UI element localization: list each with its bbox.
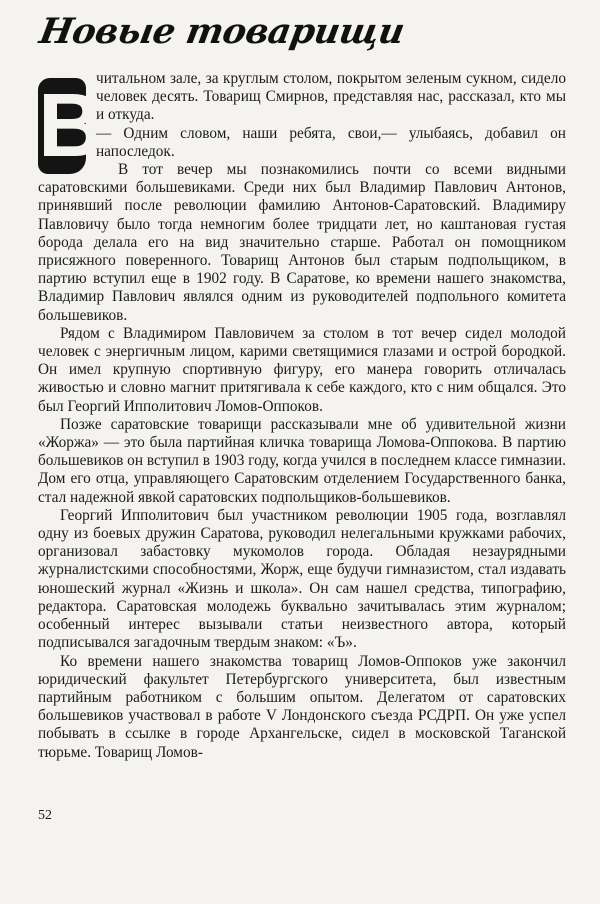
paragraph: Рядом с Владимиром Павловичем за столом в тот вечер сидел молодой человек с энергичным лицом, карими светящимися глазами и острой бородкой. Он имел крупную спортивную фигуру, его манера говорить отличалась живостью и словно магнит притягивала к себе каждого, кто с ним общался. Это был Георгий Ипполитович Ломов-Оппоков.	[38, 324, 566, 415]
paragraph: — Одним словом, наши ребята, свои,— улыбаясь, добавил он напоследок.	[96, 124, 566, 160]
paragraph: Позже саратовские товарищи рассказывали мне об удивительной жизни «Жоржа» — это была партийная кличка товарища Ломова-Оппокова. В партию большевиков он вступил в 1903 году, когда учился в последнем классе гимназии. Дом его отца, управляющего Саратовским отделением Государственного банка, стал надежной явкой саратовских подпольщиков-большевиков.	[38, 415, 566, 506]
body-text	[38, 70, 566, 762]
chapter-title: Новые товарищи	[36, 11, 408, 52]
paragraph: Георгий Ипполитович был участником революции 1905 года, возглавлял одну из боевых дружин Саратова, руководил нелегальными кружками рабочих, организовал забастовку мукомолов города. Обладая незаурядными журналистскими способностями, Жорж, еще будучи гимназистом, стал издавать юношеский журнал «Жизнь и школа». Он сам нашел средства, типографию, редактора. Саратовская молодежь буквально зачитывалась этим журналом; особенный интерес вызывали статьи неизвестного автора, который подписывался загадочным твердым знаком: «Ъ».	[38, 506, 566, 652]
drop-cap: В	[38, 76, 103, 176]
paragraph: читальном зале, за круглым столом, покрытом зеленым сукном, сидело человек десять. Товарищ Смирнов, представляя нас, рассказал, кто мы и откуда.	[96, 70, 566, 124]
page-number: 52	[38, 808, 52, 823]
paragraph: В тот вечер мы познакомились почти со всеми видными саратовскими большевиками. Среди них был Владимир Павлович Антонов, принявший после революции фамилию Антонов-Саратовский. Владимиру Павловичу было тогда немногим более тридцати лет, но каштановая густая борода делала его на вид значительно старше. Работал он помощником присяжного поверенного. Товарищ Антонов был старым подпольщиком, в партию вступил еще в 1902 году. В Саратове, ко времени нашего знакомства, Владимир Павлович являлся одним из руководителей подпольного комитета большевиков.	[38, 161, 566, 324]
paragraph: Ко времени нашего знакомства товарищ Ломов-Оппоков уже закончил юридический факультет Петербургского университета, был известным партийным работником с большим опытом. Делегатом от саратовских большевиков участвовал в работе V Лондонского съезда РСДРП. Он уже успел побывать в ссылке в городе Архангельске, сидел в московской Таганской тюрьме. Товарищ Ломов-	[38, 652, 566, 761]
drop-cap-space	[38, 74, 96, 164]
